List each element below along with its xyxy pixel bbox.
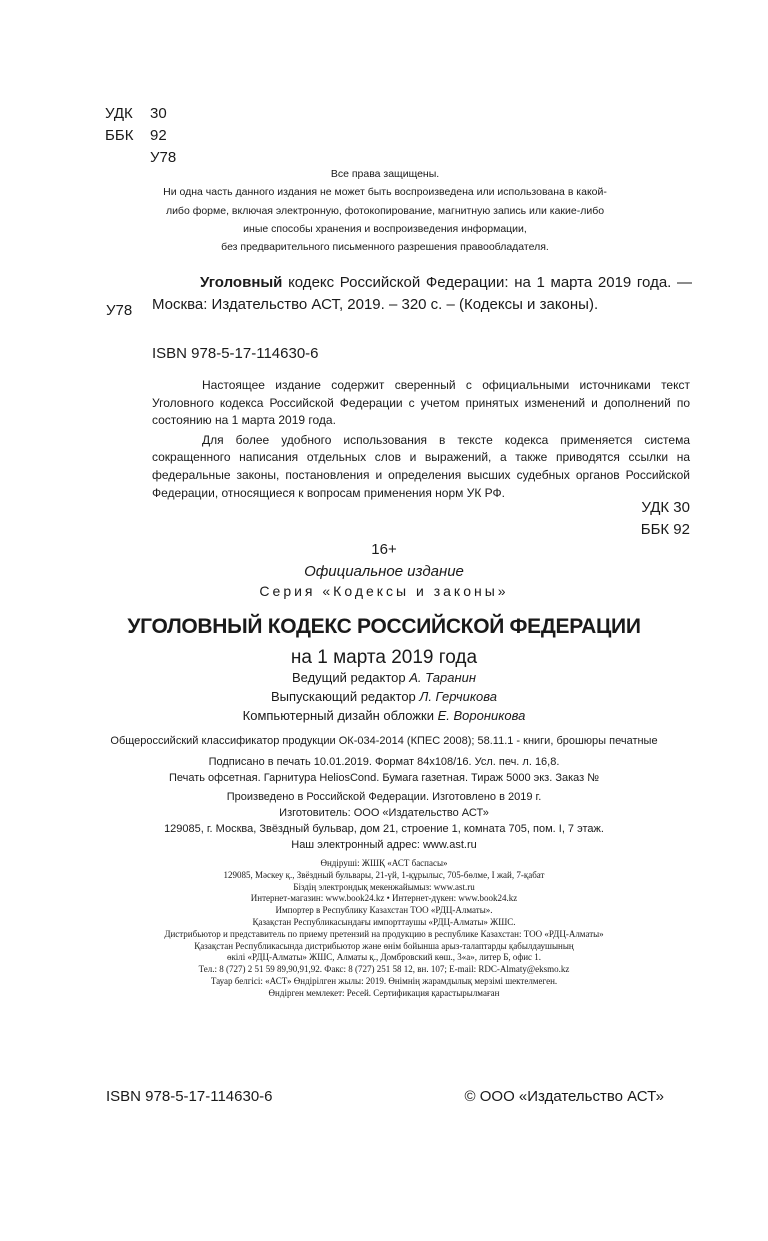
credit-line: Выпускающий редактор Л. Герчикова: [271, 689, 497, 704]
kz-line: өкілі «РДЦ-Алматы» ЖШС, Алматы қ., Домбровский көш., 3«а», литер Б, офис 1.: [226, 952, 542, 963]
kz-line: Өндірген мемлекет: Ресей. Сертификация қарастырылмаған: [268, 987, 500, 998]
rights-line: либо форме, включая электронную, фотокопирование, магнитную запись или какие-либо: [165, 204, 605, 217]
kz-line: Өндіруші: ЖШҚ «АСТ баспасы»: [320, 858, 448, 868]
manufacturer-info: [0, 789, 768, 853]
rights-line: Все права защищены.: [330, 168, 440, 180]
annotation-paragraph: Настоящее издание содержит сверенный с официальными источниками текст Уголовного кодекса Российской Федерации с учетом принятых изменений и дополнений по состоянию на 1 марта 2019 года.: [152, 378, 690, 428]
kz-line: Біздің электрондық мекенжайымыз: www.ast.ru: [293, 881, 475, 892]
catalog-entry: [152, 272, 692, 316]
product-classifier: Общероссийский классификатор продукции ОК-034-2014 (КПЕС 2008); 58.11.1 - книги, брошюры печатные: [110, 735, 658, 747]
bbk-label: ББК: [105, 127, 134, 144]
catalog-bold-word: Уголовный: [200, 274, 283, 291]
copyright: © ООО «Издательство АСТ»: [464, 1088, 664, 1105]
credit-name: Л. Герчикова: [419, 689, 497, 704]
catalog-description: кодекс Российской Федерации: на 1 марта 2019 года. — Москва: Издательство АСТ, 2019. – 320 с. – (Кодексы и законы).: [152, 274, 692, 313]
credits: [0, 668, 768, 725]
kz-line: Қазақстан Республикасында дистрибьютор және өнім бойынша арыз-талаптарды қабылдаушының: [194, 940, 574, 951]
kz-line: Тауар белгісі: «АСТ» Өндірілген жылы: 2019. Өнімнің жарамдылық мерзімі шектелмеген.: [210, 975, 558, 986]
udk-label: УДК: [105, 105, 133, 122]
kz-line: Дистрибьютор и представитель по приему претензий на продукцию в республике Казахстан: ТОО «РДЦ-Алматы»: [164, 928, 604, 939]
age-rating: 16+: [371, 541, 397, 558]
annotation: [152, 377, 690, 504]
rights-line: Ни одна часть данного издания не может быть воспроизведена или использована в какой-: [163, 186, 607, 199]
rights-line: без предварительного письменного разрешения правообладателя.: [221, 241, 549, 254]
manufacturer-line: 129085, г. Москва, Звёздный бульвар, дом 21, строение 1, комната 705, пом. I, 7 этаж.: [164, 823, 604, 835]
credit-name: А. Таранин: [409, 670, 477, 685]
kazakhstan-info: [0, 858, 768, 1000]
catalog-isbn: ISBN 978-5-17-114630-6: [152, 345, 319, 362]
annotation-paragraph: Для более удобного использования в тексте кодекса применяется система сокращенного написания отдельных слов и выражений, а также приводятся ссылки на федеральные законы, постановления и определения высших судебных органов Российской Федерации, относящиеся к вопросам применения норм УК РФ.: [152, 432, 690, 500]
manufacturer-line: Изготовитель: ООО «Издательство АСТ»: [279, 807, 489, 819]
catalog-author-mark: У78: [106, 302, 133, 319]
kz-line: Импортер в Республику Казахстан ТОО «РДЦ-Алматы».: [275, 905, 493, 916]
classification-codes: [105, 103, 176, 169]
credit-name: Е. Вороникова: [437, 708, 526, 723]
print-line: Подписано в печать 10.01.2019. Формат 84x108/16. Усл. печ. л. 16,8.: [208, 756, 560, 768]
author-mark: У78: [150, 149, 177, 166]
kz-line: Қазақстан Республикасындағы импорттаушы «РДЦ-Алматы» ЖШС.: [252, 916, 516, 927]
kz-line: 129085, Мәскеу қ., Звёздный бульвары, 21-үй, 1-құрылыс, 705-бөлме, I жай, 7-қабат: [223, 869, 545, 880]
bbk-code: ББК 92: [640, 521, 690, 538]
print-info: [0, 754, 768, 786]
footer-isbn: ISBN 978-5-17-114630-6: [106, 1088, 273, 1105]
edition-date: на 1 марта 2019 года: [290, 647, 478, 668]
kz-line: Интернет-магазин: www.book24.kz • Интернет-дүкен: www.book24.kz: [250, 893, 518, 904]
series-label: Серия «Кодексы и законы»: [259, 583, 509, 599]
bbk-value: 92: [150, 127, 167, 144]
credit-line: Компьютерный дизайн обложки Е. Вороникова: [242, 708, 526, 723]
manufacturer-line: Произведено в Российской Федерации. Изготовлено в 2019 г.: [226, 791, 542, 803]
classification-codes-right: [560, 497, 690, 541]
rights-notice: [150, 165, 620, 256]
book-title: УГОЛОВНЫЙ КОДЕКС РОССИЙСКОЙ ФЕДЕРАЦИИ: [127, 615, 641, 638]
kz-line: Тел.: 8 (727) 2 51 59 89,90,91,92. Факс: 8 (727) 251 58 12, вн. 107; E-mail: RDC-Almaty@eksmo.kz: [198, 964, 570, 975]
manufacturer-line: Наш электронный адрес: www.ast.ru: [291, 839, 477, 851]
rights-line: иные способы хранения и воспроизведения информации,: [243, 222, 527, 235]
udk-code: УДК 30: [641, 499, 690, 516]
print-line: Печать офсетная. Гарнитура HeliosCond. Бумага газетная. Тираж 5000 экз. Заказ №: [168, 772, 600, 784]
udk-value: 30: [150, 105, 167, 122]
official-edition-label: Официальное издание: [304, 563, 464, 580]
credit-line: Ведущий редактор А. Таранин: [291, 670, 477, 685]
